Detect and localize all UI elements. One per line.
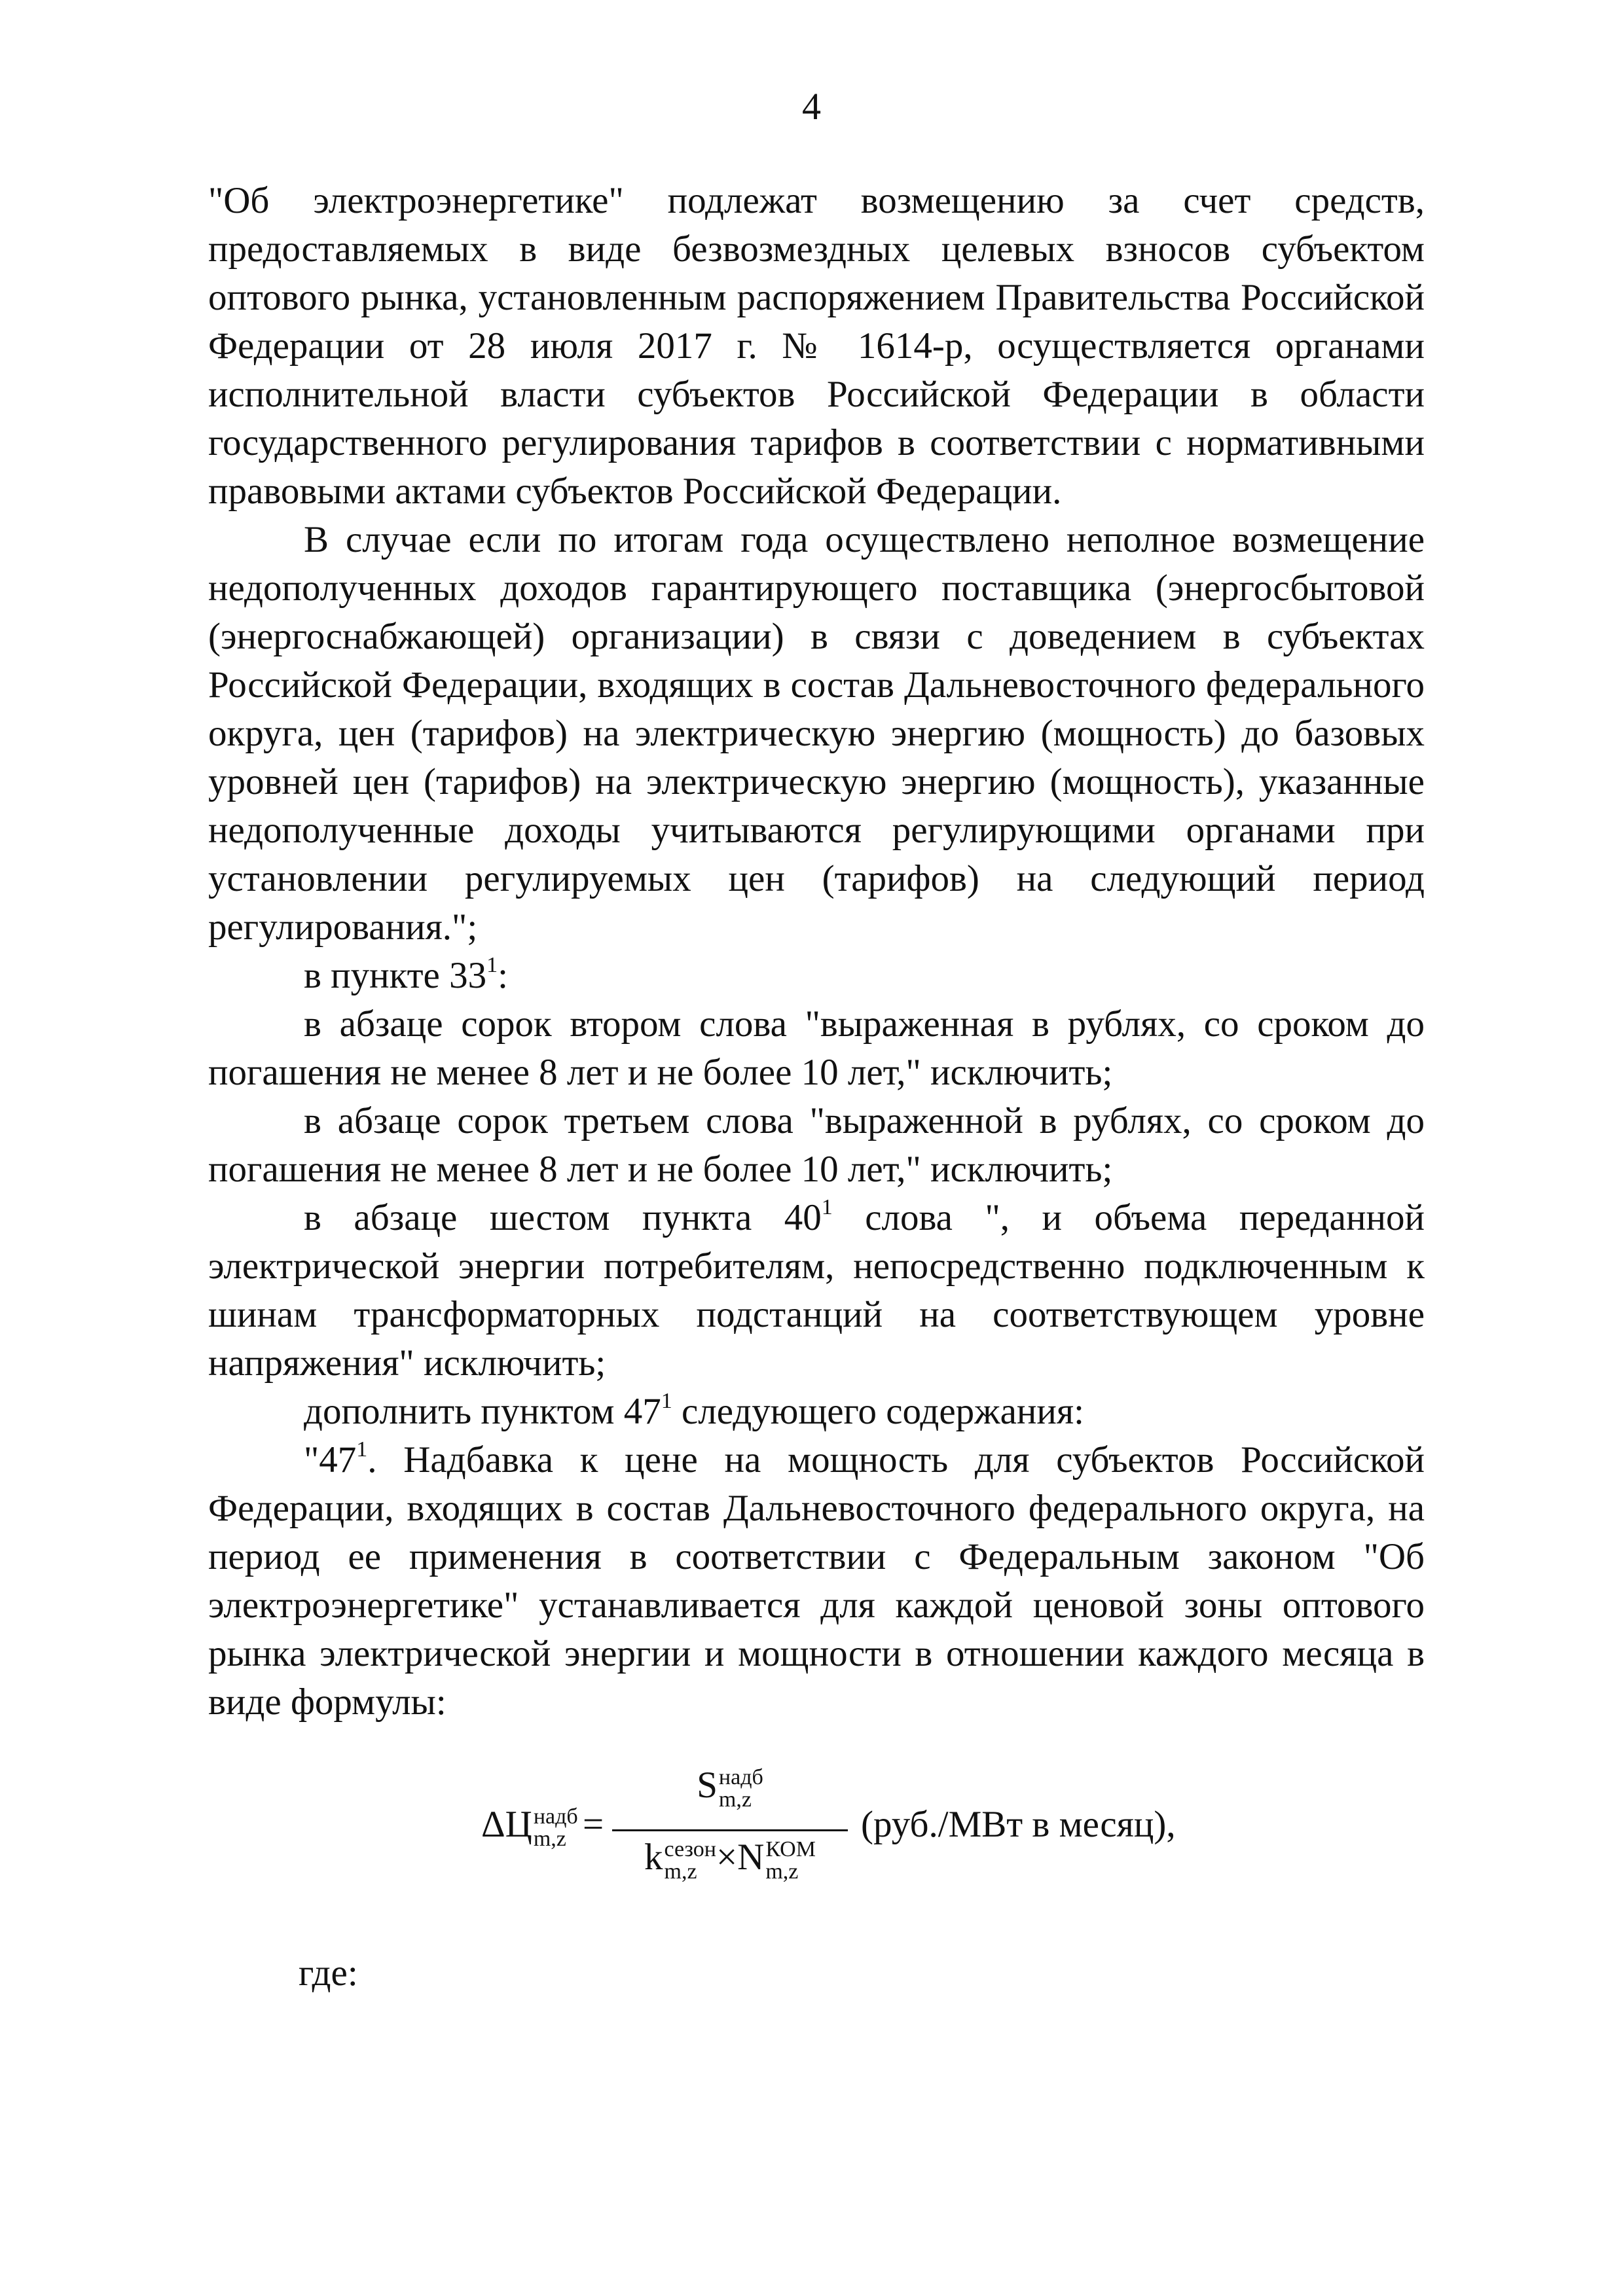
formula-den-k: k [644, 1837, 663, 1878]
formula-unit: (руб./МВт в месяц), [861, 1804, 1176, 1845]
paragraph-8-text: "47 [304, 1439, 357, 1480]
paragraph-8 [208, 1436, 1425, 1727]
paragraph-3-tail: : [498, 955, 508, 996]
formula-denominator [612, 1836, 848, 1883]
paragraph-2: В случае если по итогам года осуществлено неполное возмещение недополученных доходов гарантирующего поставщика (энергосбытовой (энергоснабжающей) организации) в связи с доведением в субъектах Российской Федерации, входящих в состав Дальневосточного федерального округа, цен (тарифов) на электрическую энергию (мощность) до базовых уровней цен (тарифов) на электрическую энергию (мощность), указанные недополученные доходы учитываются регулирующими органами при установлении регулируемых цен (тарифов) на следующий период регулирования."; [208, 519, 1425, 948]
paragraph-6-text: в абзаце шестом пункта 40 [304, 1197, 822, 1238]
paragraph-5: в абзаце сорок третьем слова "выраженной в рублях, со сроком до погашения не менее 8 лет и не более 10 лет," исключить; [208, 1100, 1425, 1190]
formula-num-sup: надб [718, 1765, 763, 1789]
formula-den-k-indices [665, 1839, 716, 1883]
formula-num-sub: m,z [718, 1787, 752, 1812]
formula-den-k-sub: m,z [664, 1859, 697, 1884]
paragraph-3-text: в пункте 33 [304, 955, 487, 996]
formula-den-n-indices [765, 1839, 816, 1883]
formula-lhs-symbol: ΔЦ [481, 1804, 532, 1845]
formula-num-indices [719, 1767, 763, 1811]
page-number: 4 [802, 85, 821, 128]
formula-lhs-indices [534, 1806, 578, 1850]
paragraph-1: "Об электроэнергетике" подлежат возмещению за счет средств, предоставляемых в виде безвозмездных целевых взносов субъектом оптового рынка, установленным распоряжением Правительства Российской Федерации от 28 июля 2017 г. № 1614-р, осуществляется органами исполнительной власти субъектов Российской Федерации в области государственного регулирования тарифов в соответствии с нормативными правовыми актами субъектов Российской Федерации. [208, 180, 1425, 512]
paragraph-3-superscript: 1 [486, 953, 498, 977]
paragraph-7-text: дополнить пунктом 47 [304, 1391, 661, 1432]
where-label: где: [299, 1952, 358, 1994]
fraction-bar [612, 1829, 848, 1831]
paragraph-8-superscript: 1 [356, 1437, 368, 1462]
paragraph-6-tail: слова ", и объема переданной электрической энергии потребителям, непосредственно подключенным к шинам трансформаторных подстанций на соответствующем уровне напряжения" исключить; [208, 1197, 1425, 1384]
body-text [208, 177, 1425, 1727]
formula [481, 1764, 1201, 1888]
formula-den-k-sup: сезон [664, 1837, 716, 1861]
formula-den-n-sub: m,z [765, 1859, 799, 1884]
formula-times: × [716, 1837, 738, 1878]
formula-den-n: N [737, 1837, 765, 1878]
formula-equals: = [583, 1804, 604, 1845]
formula-lhs-sup: надб [533, 1804, 578, 1829]
paragraph-3 [208, 952, 1425, 1000]
paragraph-7-tail: следующего содержания: [672, 1391, 1084, 1432]
formula-num-symbol: S [697, 1765, 718, 1806]
paragraph-6 [208, 1194, 1425, 1388]
paragraph-7 [208, 1388, 1425, 1436]
paragraph-4: в абзаце сорок втором слова "выраженная в рублях, со сроком до погашения не менее 8 лет и не более 10 лет," исключить; [208, 1003, 1425, 1093]
paragraph-8-tail: . Надбавка к цене на мощность для субъектов Российской Федерации, входящих в состав Дальневосточного федерального округа, на период ее применения в соответствии с Федеральным законом "Об электроэнергетике" устанавливается для каждой ценовой зоны оптового рынка электрической энергии и мощности в отношении каждого месяца в виде формулы: [208, 1439, 1425, 1723]
paragraph-7-superscript: 1 [661, 1389, 672, 1413]
formula-lhs [481, 1803, 578, 1850]
formula-numerator [612, 1764, 848, 1811]
formula-lhs-sub: m,z [533, 1826, 566, 1851]
paragraph-6-superscript: 1 [821, 1195, 833, 1219]
formula-den-n-sup: КОМ [765, 1837, 816, 1861]
